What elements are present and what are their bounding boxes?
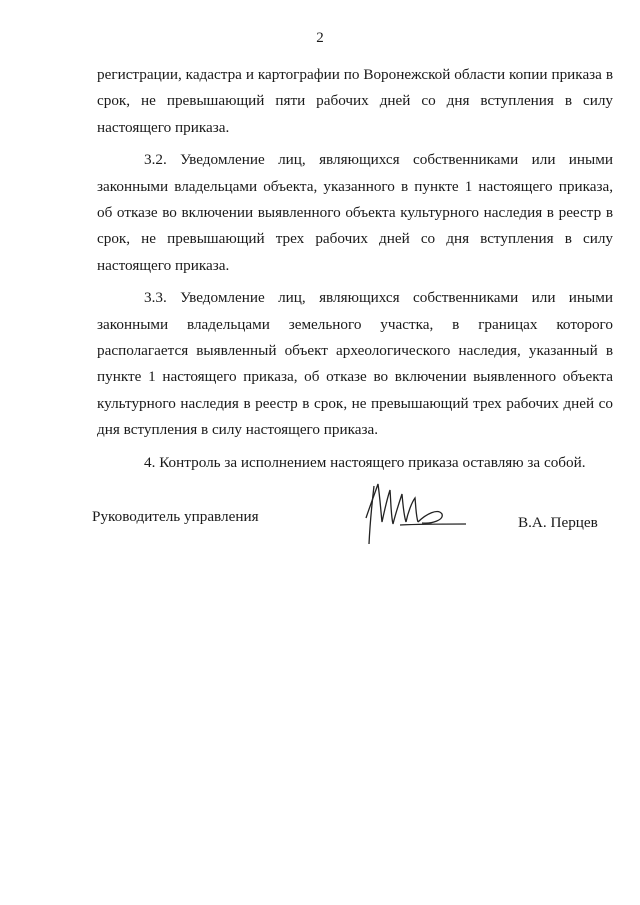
handwritten-signature [360,478,470,548]
paragraph-continuation: регистрации, кадастра и картографии по Воронежской области копии приказа в срок, не превышающий пяти рабочих дней со дня вступления в силу настоящего приказа. [97,66,613,136]
signatory-name: В.А. Перцев [518,514,598,531]
signatory-title: Руководитель управления [92,508,259,525]
signature-block [0,478,640,558]
paragraph-3-2: 3.2. Уведомление лиц, являющихся собственниками или иными законными владельцами объекта, указанного в пункте 1 настоящего приказа, об отказе во включении выявленного объекта культурного наследия в реестр в срок, не превышающий трех рабочих дней со дня вступления в силу настоящего приказа. [97,151,613,274]
paragraph-3-3: 3.3. Уведомление лиц, являющихся собственниками или иными законными владельцами земельного участка, в границах которого располагается выявленный объект археологического наследия, указанный в пункте 1 настоящего приказа, об отказе во включении выявленного объекта культурного наследия в реестр в срок, не превышающий трех рабочих дней со дня вступления в силу настоящего приказа. [97,289,613,439]
paragraph-4: 4. Контроль за исполнением настоящего приказа оставляю за собой. [144,453,586,471]
page-number: 2 [316,30,324,46]
document-body [97,62,613,476]
